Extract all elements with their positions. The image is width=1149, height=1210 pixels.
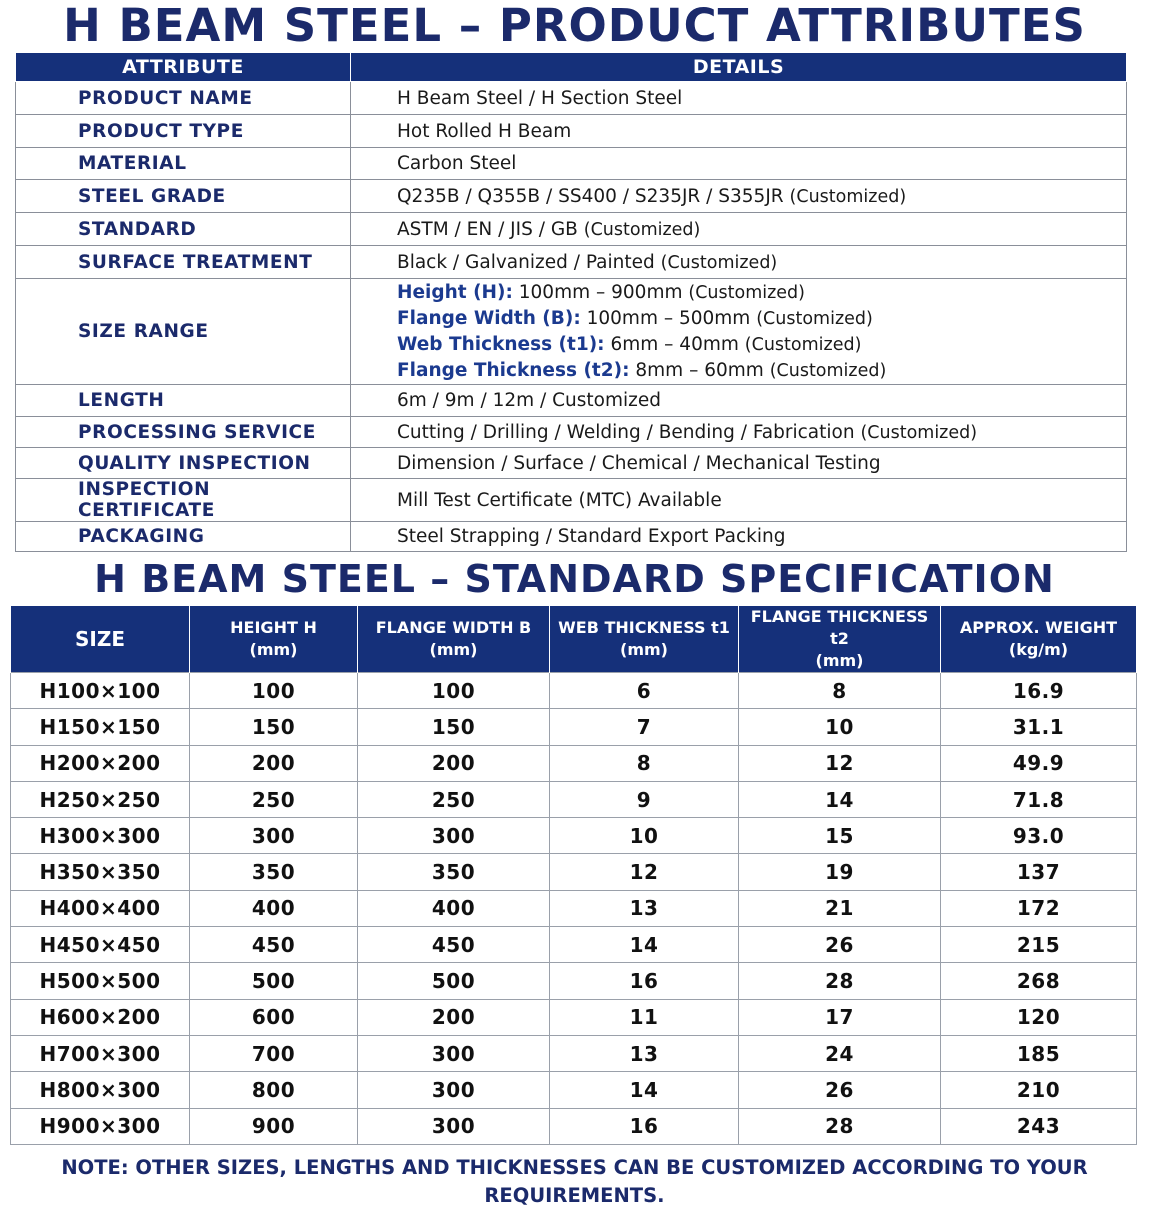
weight-cell: 215 bbox=[941, 927, 1137, 963]
attribute-detail bbox=[351, 479, 1127, 522]
size-range-value: 100mm – 900mm bbox=[518, 281, 683, 303]
web-thickness-cell: 11 bbox=[550, 999, 739, 1035]
customized-note: (Customized) bbox=[660, 252, 778, 273]
size-cell: H250×250 bbox=[11, 781, 190, 817]
web-thickness-cell: 7 bbox=[550, 709, 739, 745]
size-range-label: Flange Thickness (t2): bbox=[397, 359, 630, 381]
attribute-detail bbox=[351, 246, 1127, 279]
flange-width-cell: 350 bbox=[358, 854, 550, 890]
web-thickness-cell: 13 bbox=[550, 1035, 739, 1071]
table-row bbox=[11, 890, 1137, 926]
header-line: HEIGHT H bbox=[230, 618, 317, 637]
weight-cell: 16.9 bbox=[941, 673, 1137, 709]
web-thickness-cell: 13 bbox=[550, 890, 739, 926]
attribute-row bbox=[16, 279, 1127, 385]
size-cell: H350×350 bbox=[11, 854, 190, 890]
flange-width-cell: 250 bbox=[358, 781, 550, 817]
table-row bbox=[11, 709, 1137, 745]
attribute-row bbox=[16, 213, 1127, 246]
attribute-name: PRODUCT NAME bbox=[16, 82, 351, 115]
size-cell: H150×150 bbox=[11, 709, 190, 745]
flange-width-cell: 500 bbox=[358, 963, 550, 999]
size-range-value: 8mm – 60mm bbox=[635, 359, 764, 381]
flange-thickness-cell: 26 bbox=[739, 927, 941, 963]
specification-title: H BEAM STEEL – STANDARD SPECIFICATION bbox=[94, 557, 1055, 601]
web-thickness-cell: 16 bbox=[550, 1108, 739, 1144]
attribute-row bbox=[16, 148, 1127, 180]
size-range-line bbox=[397, 332, 1126, 358]
size-cell: H600×200 bbox=[11, 999, 190, 1035]
flange-width-cell: 450 bbox=[358, 927, 550, 963]
flange-thickness-cell: 17 bbox=[739, 999, 941, 1035]
flange-width-cell: 100 bbox=[358, 673, 550, 709]
web-thickness-cell: 9 bbox=[550, 781, 739, 817]
attribute-detail bbox=[351, 522, 1127, 552]
attribute-value: Steel Strapping / Standard Export Packing bbox=[397, 526, 786, 547]
header-line: WEB THICKNESS t1 bbox=[558, 618, 730, 637]
attribute-row bbox=[16, 417, 1127, 448]
height-cell: 800 bbox=[190, 1072, 358, 1108]
attribute-detail bbox=[351, 115, 1127, 148]
size-cell: H800×300 bbox=[11, 1072, 190, 1108]
customized-note: (Customized) bbox=[789, 186, 907, 207]
table-row bbox=[11, 999, 1137, 1035]
weight-header bbox=[941, 606, 1137, 673]
height-cell: 400 bbox=[190, 890, 358, 926]
size-cell: H900×300 bbox=[11, 1108, 190, 1144]
size-cell: H500×500 bbox=[11, 963, 190, 999]
attribute-header: ATTRIBUTE bbox=[16, 53, 351, 82]
weight-cell: 137 bbox=[941, 854, 1137, 890]
table-row bbox=[11, 818, 1137, 854]
table-row bbox=[11, 854, 1137, 890]
attribute-row bbox=[16, 246, 1127, 279]
weight-cell: 172 bbox=[941, 890, 1137, 926]
header-unit: (kg/m) bbox=[1008, 640, 1069, 659]
height-header bbox=[190, 606, 358, 673]
flange-thickness-cell: 15 bbox=[739, 818, 941, 854]
header-line: FLANGE THICKNESS t2 bbox=[750, 607, 929, 648]
weight-cell: 71.8 bbox=[941, 781, 1137, 817]
flange-thickness-cell: 21 bbox=[739, 890, 941, 926]
weight-cell: 49.9 bbox=[941, 745, 1137, 781]
web-thickness-cell: 6 bbox=[550, 673, 739, 709]
attribute-value: Dimension / Surface / Chemical / Mechanical Testing bbox=[397, 452, 881, 474]
flange-thickness-cell: 8 bbox=[739, 673, 941, 709]
customized-note: (Customized) bbox=[744, 334, 862, 355]
height-cell: 700 bbox=[190, 1035, 358, 1071]
specification-table bbox=[10, 606, 1137, 1145]
customization-note: NOTE: OTHER SIZES, LENGTHS AND THICKNESSES CAN BE CUSTOMIZED ACCORDING TO YOUR REQUIREMENTS. bbox=[61, 1156, 1088, 1207]
attribute-value: 6m / 9m / 12m / Customized bbox=[397, 390, 661, 411]
attribute-name: STEEL GRADE bbox=[16, 180, 351, 213]
flange-width-cell: 400 bbox=[358, 890, 550, 926]
size-header bbox=[11, 606, 190, 673]
web-thickness-cell: 12 bbox=[550, 854, 739, 890]
web-thickness-cell: 14 bbox=[550, 927, 739, 963]
attribute-detail bbox=[351, 180, 1127, 213]
attribute-detail bbox=[351, 148, 1127, 180]
weight-cell: 31.1 bbox=[941, 709, 1137, 745]
attribute-name: INSPECTION CERTIFICATE bbox=[16, 479, 351, 522]
customized-note: (Customized) bbox=[860, 422, 978, 443]
flange-thickness-cell: 28 bbox=[739, 963, 941, 999]
size-cell: H700×300 bbox=[11, 1035, 190, 1071]
height-cell: 300 bbox=[190, 818, 358, 854]
attribute-detail bbox=[351, 279, 1127, 385]
flange-width-cell: 200 bbox=[358, 999, 550, 1035]
size-cell: H400×400 bbox=[11, 890, 190, 926]
attribute-row bbox=[16, 180, 1127, 213]
web-thickness-cell: 14 bbox=[550, 1072, 739, 1108]
attributes-header-row bbox=[16, 53, 1127, 82]
flange-width-cell: 200 bbox=[358, 745, 550, 781]
attribute-value: Hot Rolled H Beam bbox=[397, 120, 572, 142]
attribute-detail bbox=[351, 417, 1127, 448]
customized-note: (Customized) bbox=[688, 282, 805, 303]
customized-note: (Customized) bbox=[756, 308, 873, 329]
flange-thickness-cell: 19 bbox=[739, 854, 941, 890]
flange-thickness-header bbox=[739, 606, 941, 673]
height-cell: 350 bbox=[190, 854, 358, 890]
height-cell: 100 bbox=[190, 673, 358, 709]
table-row bbox=[11, 1072, 1137, 1108]
table-row bbox=[11, 781, 1137, 817]
size-cell: H300×300 bbox=[11, 818, 190, 854]
customized-note: (Customized) bbox=[769, 360, 887, 381]
weight-cell: 210 bbox=[941, 1072, 1137, 1108]
attribute-row bbox=[16, 522, 1127, 552]
weight-cell: 268 bbox=[941, 963, 1137, 999]
attribute-name: LENGTH bbox=[16, 385, 351, 417]
header-line: FLANGE WIDTH B bbox=[375, 618, 532, 637]
customized-note: (Customized) bbox=[583, 219, 701, 240]
table-row bbox=[11, 745, 1137, 781]
flange-thickness-cell: 24 bbox=[739, 1035, 941, 1071]
height-cell: 450 bbox=[190, 927, 358, 963]
flange-thickness-cell: 26 bbox=[739, 1072, 941, 1108]
web-thickness-cell: 10 bbox=[550, 818, 739, 854]
size-range-line bbox=[397, 358, 1126, 384]
attribute-row bbox=[16, 385, 1127, 417]
table-row bbox=[11, 963, 1137, 999]
height-cell: 900 bbox=[190, 1108, 358, 1144]
header-unit: (mm) bbox=[815, 651, 864, 670]
size-range-value: 100mm – 500mm bbox=[586, 307, 751, 329]
height-cell: 250 bbox=[190, 781, 358, 817]
attribute-name: QUALITY INSPECTION bbox=[16, 448, 351, 479]
table-row bbox=[11, 927, 1137, 963]
height-cell: 600 bbox=[190, 999, 358, 1035]
details-header: DETAILS bbox=[351, 53, 1127, 82]
flange-thickness-cell: 12 bbox=[739, 745, 941, 781]
header-unit: (mm) bbox=[429, 640, 478, 659]
size-range-line bbox=[397, 280, 1126, 306]
flange-width-cell: 150 bbox=[358, 709, 550, 745]
size-range-label: Flange Width (B): bbox=[397, 307, 581, 329]
height-cell: 500 bbox=[190, 963, 358, 999]
attribute-name: PROCESSING SERVICE bbox=[16, 417, 351, 448]
header-unit: (mm) bbox=[249, 640, 298, 659]
size-cell: H100×100 bbox=[11, 673, 190, 709]
attribute-value: Cutting / Drilling / Welding / Bending / Fabrication bbox=[397, 421, 855, 443]
flange-thickness-cell: 28 bbox=[739, 1108, 941, 1144]
attributes-title: H BEAM STEEL – PRODUCT ATTRIBUTES bbox=[63, 0, 1086, 52]
size-range-line bbox=[397, 306, 1126, 332]
attribute-value: Q235B / Q355B / SS400 / S235JR / S355JR bbox=[397, 185, 784, 207]
web-thickness-cell: 8 bbox=[550, 745, 739, 781]
attribute-name: MATERIAL bbox=[16, 148, 351, 180]
attribute-row bbox=[16, 448, 1127, 479]
flange-width-cell: 300 bbox=[358, 1072, 550, 1108]
attribute-name: STANDARD bbox=[16, 213, 351, 246]
attribute-detail bbox=[351, 213, 1127, 246]
header-unit: (mm) bbox=[620, 640, 668, 659]
attribute-detail bbox=[351, 385, 1127, 417]
weight-cell: 243 bbox=[941, 1108, 1137, 1144]
attribute-detail bbox=[351, 82, 1127, 115]
attribute-value: Mill Test Certificate (MTC) Available bbox=[397, 489, 722, 511]
table-row bbox=[11, 1108, 1137, 1144]
specification-header-row bbox=[11, 606, 1137, 673]
size-cell: H450×450 bbox=[11, 927, 190, 963]
height-cell: 150 bbox=[190, 709, 358, 745]
weight-cell: 120 bbox=[941, 999, 1137, 1035]
weight-cell: 93.0 bbox=[941, 818, 1137, 854]
flange-width-cell: 300 bbox=[358, 1035, 550, 1071]
size-range-value: 6mm – 40mm bbox=[610, 333, 739, 355]
attribute-value: Carbon Steel bbox=[397, 153, 517, 174]
flange-width-cell: 300 bbox=[358, 1108, 550, 1144]
web-thickness-cell: 16 bbox=[550, 963, 739, 999]
attribute-value: H Beam Steel / H Section Steel bbox=[397, 87, 683, 109]
header-line: APPROX. WEIGHT bbox=[959, 618, 1118, 637]
size-range-label: Web Thickness (t1): bbox=[397, 333, 605, 355]
size-range-label: Height (H): bbox=[397, 281, 513, 303]
size-cell: H200×200 bbox=[11, 745, 190, 781]
attribute-name: PACKAGING bbox=[16, 522, 351, 552]
table-row bbox=[11, 673, 1137, 709]
header-line: SIZE bbox=[74, 627, 125, 651]
attribute-detail bbox=[351, 448, 1127, 479]
flange-width-cell: 300 bbox=[358, 818, 550, 854]
table-row bbox=[11, 1035, 1137, 1071]
attribute-row bbox=[16, 479, 1127, 522]
attribute-value: Black / Galvanized / Painted bbox=[397, 251, 655, 273]
flange-thickness-cell: 10 bbox=[739, 709, 941, 745]
weight-cell: 185 bbox=[941, 1035, 1137, 1071]
attribute-name: PRODUCT TYPE bbox=[16, 115, 351, 148]
height-cell: 200 bbox=[190, 745, 358, 781]
attribute-row bbox=[16, 82, 1127, 115]
web-thickness-header bbox=[550, 606, 739, 673]
flange-width-header bbox=[358, 606, 550, 673]
attribute-name: SIZE RANGE bbox=[16, 279, 351, 385]
attribute-name: SURFACE TREATMENT bbox=[16, 246, 351, 279]
attributes-table bbox=[15, 52, 1127, 552]
attribute-value: ASTM / EN / JIS / GB bbox=[397, 218, 578, 240]
flange-thickness-cell: 14 bbox=[739, 781, 941, 817]
attribute-row bbox=[16, 115, 1127, 148]
